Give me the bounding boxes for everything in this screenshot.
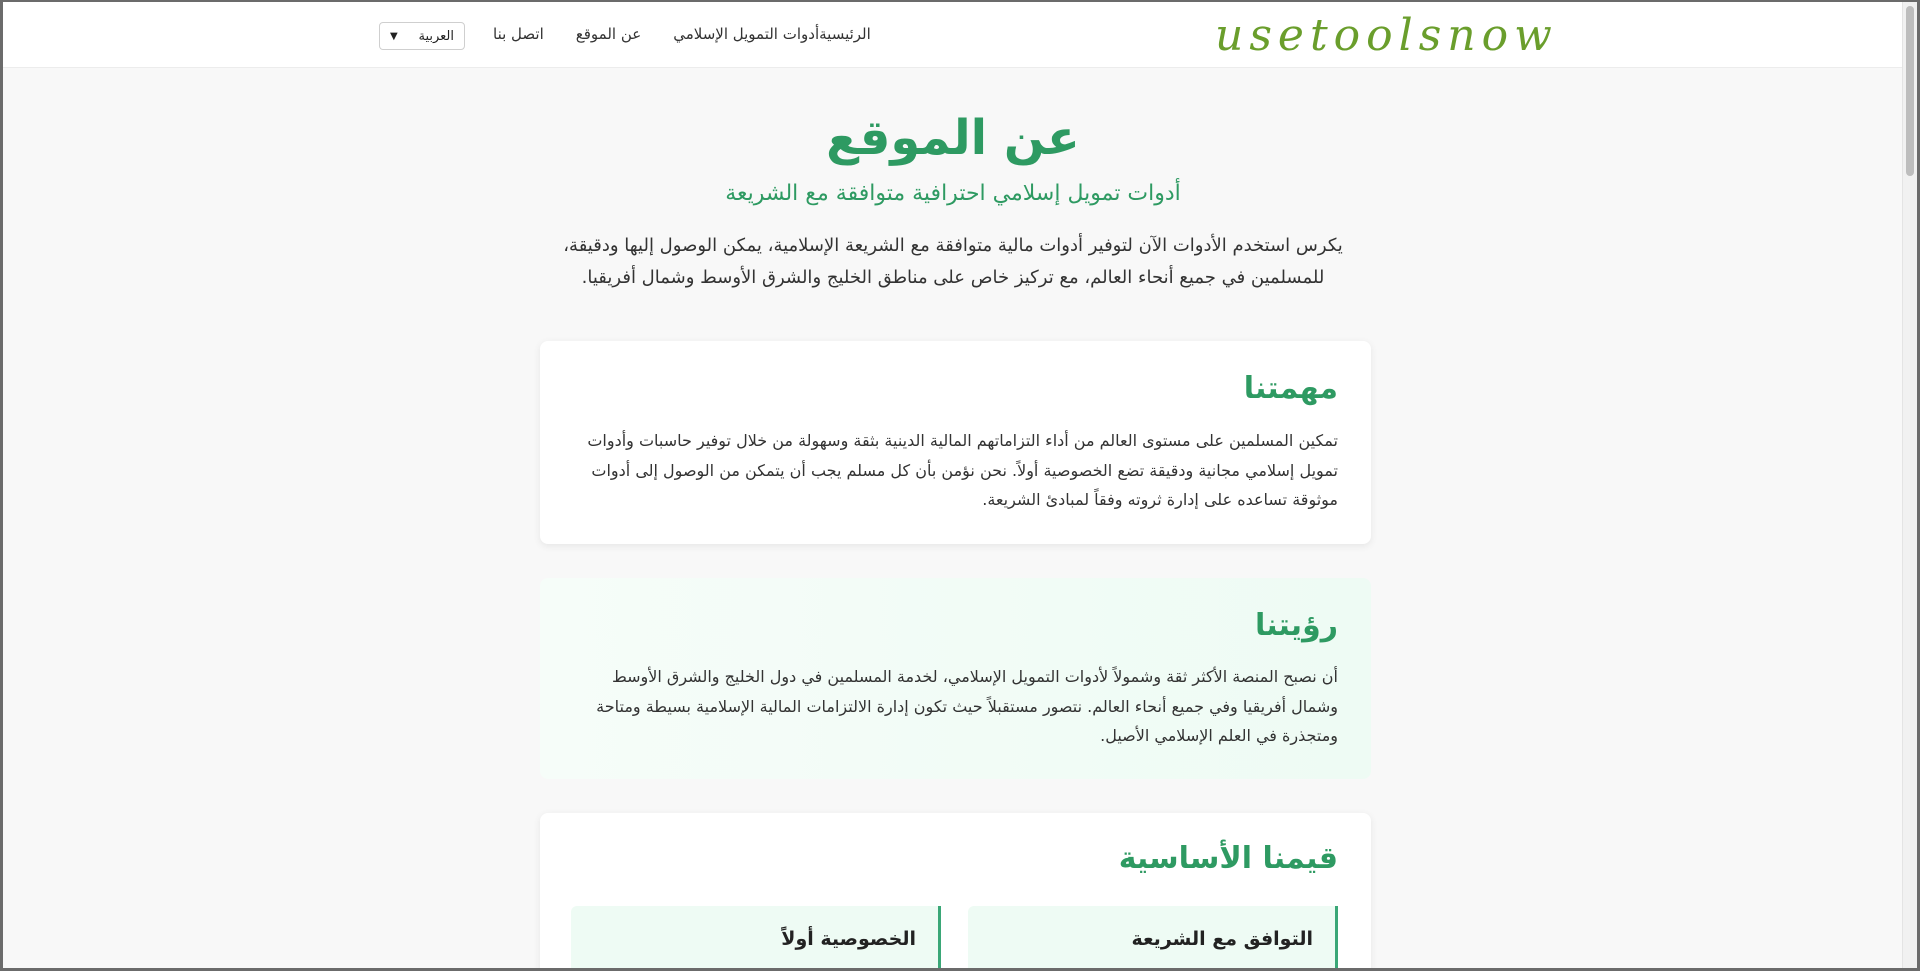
site-header [3,2,1903,68]
value-item-title: الخصوصية أولاً [781,928,916,950]
value-item-privacy-first [571,906,941,971]
mission-title: مهمتنا [1243,371,1338,406]
mission-card [540,341,1371,544]
chevron-down-icon: ▼ [390,30,398,42]
vision-card [540,578,1371,779]
nav-islamic-finance-tools[interactable]: أدوات التمويل الإسلامي [673,25,820,43]
nav-contact[interactable]: اتصل بنا [493,25,544,43]
mission-text: تمكين المسلمين على مستوى العالم من أداء التزاماتهم المالية الدينية بثقة وسهولة من خلال توفير حاسبات وأدوات تمويل إسلامي مجانية ودقيقة تضع الخصوصية أولاً. نحن نؤمن بأن كل مسلم يجب أن يتمكن من الوصول إلى أدوات موثوقة تساعده على إدارة ثروته وفقاً لمبادئ الشريعة. [587,431,1338,509]
scrollbar-thumb[interactable] [1906,6,1914,176]
page-scrollbar[interactable] [1902,2,1917,969]
value-item-sharia-compliance [968,906,1338,971]
values-title: قيمنا الأساسية [1118,841,1338,876]
page-subtitle: أدوات تمويل إسلامي احترافية متوافقة مع الشريعة [725,181,1181,206]
page-description: يكرس استخدم الأدوات الآن لتوفير أدوات مالية متوافقة مع الشريعة الإسلامية، يمكن الوصول إليها ودقيقة، للمسلمين في جميع أنحاء العالم، مع تركيز خاص على مناطق الخليج والشرق الأوسط وشمال أفريقيا. [563,235,1343,288]
main-nav [493,25,871,43]
language-select[interactable] [379,22,465,50]
site-logo[interactable]: usetoolsnow [1215,10,1558,61]
language-select-value: العربية [418,28,454,44]
values-card [540,813,1371,971]
nav-home[interactable]: الرئيسية [819,25,871,43]
nav-about[interactable]: عن الموقع [575,25,642,43]
value-item-title: التوافق مع الشريعة [1131,928,1313,950]
page-title: عن الموقع [826,110,1080,166]
vision-title: رؤيتنا [1255,608,1338,643]
vision-text: أن نصبح المنصة الأكثر ثقة وشمولاً لأدوات التمويل الإسلامي، لخدمة المسلمين في دول الخليج والشرق الأوسط وشمال أفريقيا وفي جميع أنحاء العالم. نتصور مستقبلاً حيث تكون إدارة الالتزامات المالية الإسلامية بسيطة ومتاحة ومتجذرة في العلم الإسلامي الأصيل. [596,667,1338,745]
